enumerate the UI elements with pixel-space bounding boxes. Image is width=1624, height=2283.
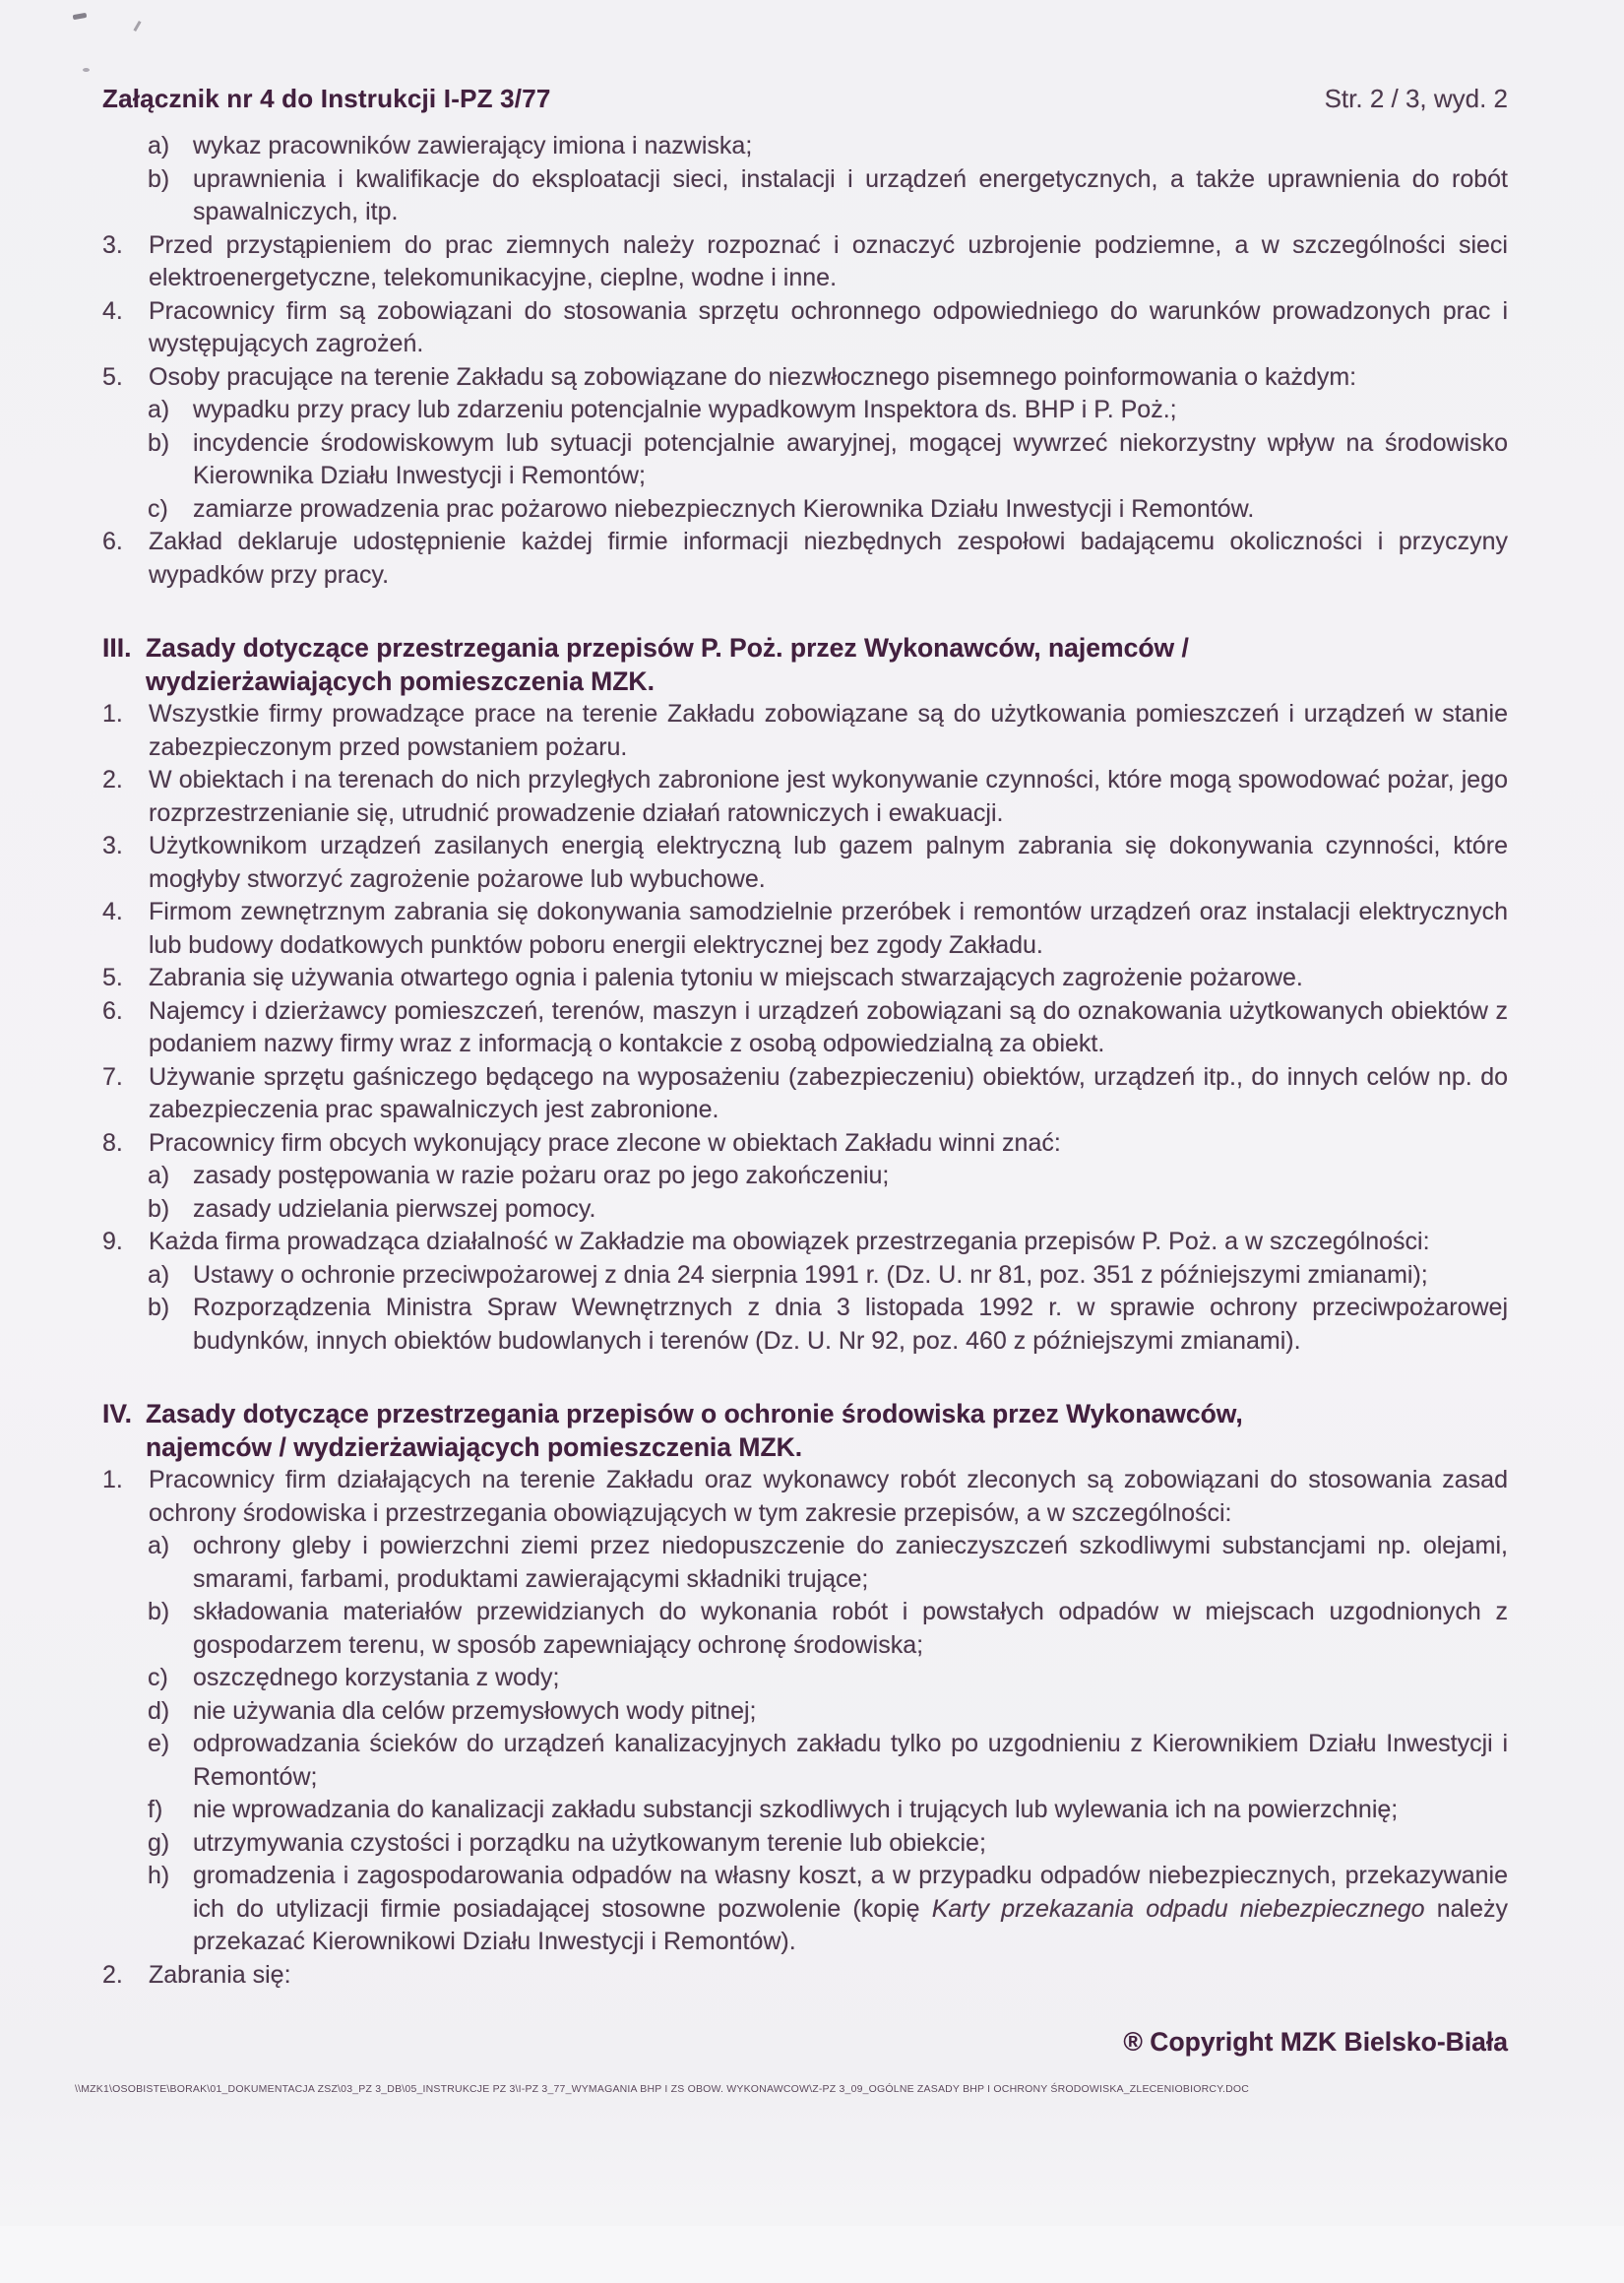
list-item-marker: e) (148, 1730, 170, 1757)
list-item-text (149, 1127, 1508, 1161)
list-item-marker: 2. (102, 1960, 123, 1989)
text-segment: nie używania dla celów przemysłowych wody pitnej; (193, 1696, 757, 1725)
text-segment: oszczędnego korzystania z wody; (193, 1664, 560, 1691)
list-item (102, 764, 1508, 830)
text-segment: incydencie środowiskowym lub sytuacji potencjalnie awaryjnej, mogącej wywrzeć niekorzystny wpływ na środowisko Kierownika Działu Inwestycji i Remontów; (193, 428, 1508, 489)
list-item-marker: 3. (102, 230, 123, 259)
list-item (102, 526, 1508, 592)
list-item-text (149, 1464, 1508, 1530)
list-item (102, 1127, 1508, 1161)
list-item-text (193, 1695, 1508, 1729)
list-item-text (193, 1827, 1508, 1861)
text-segment: zasady udzielania pierwszej pomocy. (193, 1194, 596, 1223)
list-item (102, 1193, 1508, 1227)
text-segment: Zabrania się używania otwartego ognia i palenia tytoniu w miejscach stwarzających zagrożenie pożarowe. (149, 964, 1303, 991)
list-item-text (193, 1794, 1508, 1827)
list-item (102, 493, 1508, 527)
text-segment: Zakład deklaruje udostępnienie każdej firmie informacji niezbędnych zespołowi badającemu okoliczności i przyczyny wypadków przy pracy. (149, 528, 1508, 589)
list-item-marker: b) (148, 1598, 170, 1625)
list-item-text (193, 1160, 1508, 1193)
list-item-text (193, 493, 1508, 527)
text-segment: składowania materiałów przewidzianych do wykonania robót i powstałych odpadów w miejscach uzgodnionych z gospodarzem terenu, w sposób zapewniający ochronę środowiska; (193, 1598, 1508, 1659)
text-segment: gromadzenia i zagospodarowania odpadów na własny koszt, a w przypadku odpadów niebezpiecznych, przekazywanie ich do utylizacji firmie posiadającej stosowne pozwolenie (kopię (193, 1862, 1508, 1923)
list-item-text (193, 1860, 1508, 1959)
list-item-marker: 4. (102, 296, 123, 325)
list-item-text (193, 1596, 1508, 1662)
list-item-text (193, 1662, 1508, 1695)
list-item (102, 1464, 1508, 1530)
list-item-marker: g) (148, 1828, 170, 1857)
list-item-marker: b) (148, 428, 170, 457)
list-item (102, 1226, 1508, 1259)
text-segment: zamiarze prowadzenia prac pożarowo niebezpiecznych Kierownika Działu Inwestycji i Remontów. (193, 494, 1255, 523)
list-item-text (193, 394, 1508, 427)
list-item-text (149, 1226, 1508, 1259)
text-segment: należy przekazać Kierownikowi Działu Inwestycji i Remontów). (193, 1894, 1508, 1955)
list-item (102, 1530, 1508, 1596)
list-item (102, 1794, 1508, 1827)
list-item-marker: 3. (102, 832, 123, 859)
copyright-line: ® Copyright MZK Bielsko-Biała (1123, 2027, 1508, 2057)
heading-line-2: najemców / wydzierżawiających pomieszczenia MZK. (146, 1432, 803, 1462)
document-body (0, 114, 1624, 1992)
list-item-text (193, 1728, 1508, 1794)
text-segment: Najemcy i dzierżawcy pomieszczeń, terenów, maszyn i urządzeń zobowiązani są do oznakowania użytkowanych obiektów z podaniem nazwy firmy wraz z informacją o kontakcie z osobą odpowiedzialną za obiekt. (149, 996, 1508, 1057)
list-item-marker: 2. (102, 766, 123, 793)
list-item-text (193, 1530, 1508, 1596)
text-segment: ochrony gleby i powierzchni ziemi przez niedopuszczenie do zanieczyszczeń szkodliwymi substancjami np. olejami, smarami, farbami, produktami zawierającymi składniki trujące; (193, 1532, 1508, 1593)
list-item (102, 394, 1508, 427)
list-item-marker: b) (148, 1294, 170, 1321)
section-number: IV. (102, 1399, 132, 1428)
list-item-marker: 5. (102, 964, 123, 991)
text-segment: Pracownicy firm obcych wykonujący prace zlecone w obiektach Zakładu winni znać: (149, 1128, 1061, 1157)
list-item-text (149, 526, 1508, 592)
list-item (102, 830, 1508, 896)
list-item (102, 995, 1508, 1061)
list-item-marker: 6. (102, 996, 123, 1025)
list-item (102, 1292, 1508, 1358)
text-segment: zasady postępowania w razie pożaru oraz po jego zakończeniu; (193, 1162, 890, 1189)
list-item-marker: c) (148, 494, 168, 523)
list-item-marker: a) (148, 1260, 170, 1289)
list-item-text (193, 163, 1508, 229)
list-item (102, 1728, 1508, 1794)
list-item-marker: a) (148, 132, 170, 159)
list-item-marker: f) (148, 1796, 163, 1823)
list-item (102, 427, 1508, 493)
text-segment: wykaz pracowników zawierający imiona i nazwiska; (193, 132, 753, 159)
heading-line-2: wydzierżawiających pomieszczenia MZK. (146, 666, 655, 696)
italic-phrase: Karty przekazania odpadu niebezpiecznego (931, 1894, 1425, 1923)
list-item-text (193, 1292, 1508, 1358)
section-heading (102, 631, 1508, 698)
list-item-text (149, 1959, 1508, 1993)
list-item-text (193, 427, 1508, 493)
list-item-marker: 5. (102, 362, 123, 391)
list-item-text (149, 295, 1508, 361)
text-segment: Wszystkie firmy prowadzące prace na terenie Zakładu zobowiązane są do użytkowania pomieszczeń i urządzeń w stanie zabezpieczonym przed powstaniem pożaru. (149, 700, 1508, 761)
heading-line-1: Zasady dotyczące przestrzegania przepisów P. Poż. przez Wykonawców, najemców / (146, 633, 1189, 663)
list-item (102, 1160, 1508, 1193)
list-item-marker: 1. (102, 700, 123, 728)
list-item (102, 229, 1508, 295)
text-segment: Osoby pracujące na terenie Zakładu są zobowiązane do niezwłocznego pisemnego poinformowania o każdym: (149, 362, 1357, 391)
section-number: III. (102, 633, 132, 663)
list-item (102, 1959, 1508, 1993)
scan-artifact (83, 68, 90, 72)
list-item-marker: 1. (102, 1466, 123, 1493)
list-item (102, 1662, 1508, 1695)
text-segment: odprowadzania ścieków do urządzeń kanalizacyjnych zakładu tylko po uzgodnieniu z Kierownikiem Działu Inwestycji i Remontów; (193, 1730, 1508, 1791)
list-item-text (149, 1061, 1508, 1127)
section-heading-text (146, 631, 1189, 698)
section-heading-text (146, 1397, 1243, 1464)
text-segment: Firmom zewnętrznym zabrania się dokonywania samodzielnie przeróbek i remontów urządzeń oraz instalacji elektrycznych lub budowy dodatkowych punktów poboru energii elektrycznej bez zgody Zakładu. (149, 898, 1508, 959)
text-segment: utrzymywania czystości i porządku na użytkowanym terenie lub obiekcie; (193, 1828, 986, 1857)
list-item-text (149, 830, 1508, 896)
text-segment: Użytkownikom urządzeń zasilanych energią elektryczną lub gazem palnym zabrania się dokonywania czynności, które mogłyby stworzyć zagrożenie pożarowe lub wybuchowe. (149, 832, 1508, 893)
list-item (102, 698, 1508, 764)
list-item (102, 1596, 1508, 1662)
text-segment: Pracownicy firm działających na terenie Zakładu oraz wykonawcy robót zleconych są zobowiązani do stosowania zasad ochrony środowiska i przestrzegania obowiązujących w tym zakresie przepisów, a w szczególności: (149, 1466, 1508, 1527)
text-segment: Używanie sprzętu gaśniczego będącego na wyposażeniu (zabezpieczeniu) obiektów, urządzeń itp., do innych celów np. do zabezpieczenia prac spawalniczych jest zabronione. (149, 1062, 1508, 1123)
text-segment: Ustawy o ochronie przeciwpożarowej z dnia 24 sierpnia 1991 r. (Dz. U. nr 81, poz. 351 z późniejszymi zmianami); (193, 1260, 1428, 1289)
list-item-text (149, 995, 1508, 1061)
list-item-text (149, 896, 1508, 962)
list-item-marker: 8. (102, 1128, 123, 1157)
list-item-text (149, 962, 1508, 995)
text-segment: Każda firma prowadząca działalność w Zakładzie ma obowiązek przestrzegania przepisów P. Poż. a w szczególności: (149, 1228, 1430, 1255)
list-item (102, 962, 1508, 995)
section-heading (102, 1397, 1508, 1464)
list-item-marker: 6. (102, 528, 123, 555)
list-item-marker: a) (148, 1532, 170, 1559)
list-item-marker: h) (148, 1862, 170, 1889)
list-item-text (149, 361, 1508, 395)
text-segment: Rozporządzenia Ministra Spraw Wewnętrznych z dnia 3 listopada 1992 r. w sprawie ochrony przeciwpożarowej budynków, innych obiektów budowlanych i terenów (Dz. U. Nr 92, poz. 460 z późniejszymi zmianami). (193, 1294, 1508, 1355)
list-item-marker: 7. (102, 1062, 123, 1091)
list-item-marker: b) (148, 164, 170, 193)
list-item-text (193, 1193, 1508, 1227)
list-item-marker: a) (148, 396, 170, 423)
text-segment: wypadku przy pracy lub zdarzeniu potencjalnie wypadkowym Inspektora ds. BHP i P. Poż.; (193, 396, 1177, 423)
list-item-marker: d) (148, 1696, 170, 1725)
list-item (102, 1695, 1508, 1729)
page-header (0, 0, 1624, 114)
list-item-text (149, 229, 1508, 295)
list-item (102, 163, 1508, 229)
list-item-marker: a) (148, 1162, 170, 1189)
list-item-text (149, 698, 1508, 764)
text-segment: Zabrania się: (149, 1960, 291, 1989)
list-item-text (193, 130, 1508, 163)
list-item-marker: b) (148, 1194, 170, 1223)
list-item (102, 896, 1508, 962)
page-number: Str. 2 / 3, wyd. 2 (1324, 84, 1508, 113)
list-item-marker: c) (148, 1664, 168, 1691)
list-item-marker: 9. (102, 1228, 123, 1255)
list-item (102, 295, 1508, 361)
list-item (102, 130, 1508, 163)
text-segment: uprawnienia i kwalifikacje do eksploatacji sieci, instalacji i urządzeń energetycznych, a także uprawnienia do robót spawalniczych, itp. (193, 164, 1508, 225)
list-item-text (193, 1259, 1508, 1293)
text-segment: Przed przystąpieniem do prac ziemnych należy rozpoznać i oznaczyć uzbrojenie podziemne, a w szczególności sieci elektroenergetyczne, telekomunikacyjne, cieplne, wodne i inne. (149, 230, 1508, 291)
list-item-text (149, 764, 1508, 830)
heading-line-1: Zasady dotyczące przestrzegania przepisów o ochronie środowiska przez Wykonawców, (146, 1399, 1243, 1428)
file-path: \\MZK1\OSOBISTE\BORAK\01_DOKUMENTACJA ZSZ\03_PZ 3_DB\05_INSTRUKCJE PZ 3\I-PZ 3_77_WYMAGANIA BHP I ZS OBOW. WYKONAWCOW\Z-PZ 3_09_OGÓLNE ZASADY BHP I OCHRONY ŚRODOWISKA_ZLECENIOBIORCY.DOC (75, 2083, 1250, 2095)
list-item (102, 1827, 1508, 1861)
list-item (102, 361, 1508, 395)
scan-edge (0, 2226, 1624, 2283)
list-item (102, 1259, 1508, 1293)
text-segment: W obiektach i na terenach do nich przyległych zabronione jest wykonywanie czynności, które mogą spowodować pożar, jego rozprzestrzenianie się, utrudnić prowadzenie działań ratowniczych i ewakuacji. (149, 766, 1508, 827)
list-item-marker: 4. (102, 898, 123, 925)
text-segment: Pracownicy firm są zobowiązani do stosowania sprzętu ochronnego odpowiedniego do warunków prowadzonych prac i występujących zagrożeń. (149, 296, 1508, 357)
text-segment: nie wprowadzania do kanalizacji zakładu substancji szkodliwych i trujących lub wylewania ich na powierzchnię; (193, 1796, 1399, 1823)
attachment-title: Załącznik nr 4 do Instrukcji I-PZ 3/77 (102, 84, 551, 113)
list-item (102, 1860, 1508, 1959)
list-item (102, 1061, 1508, 1127)
